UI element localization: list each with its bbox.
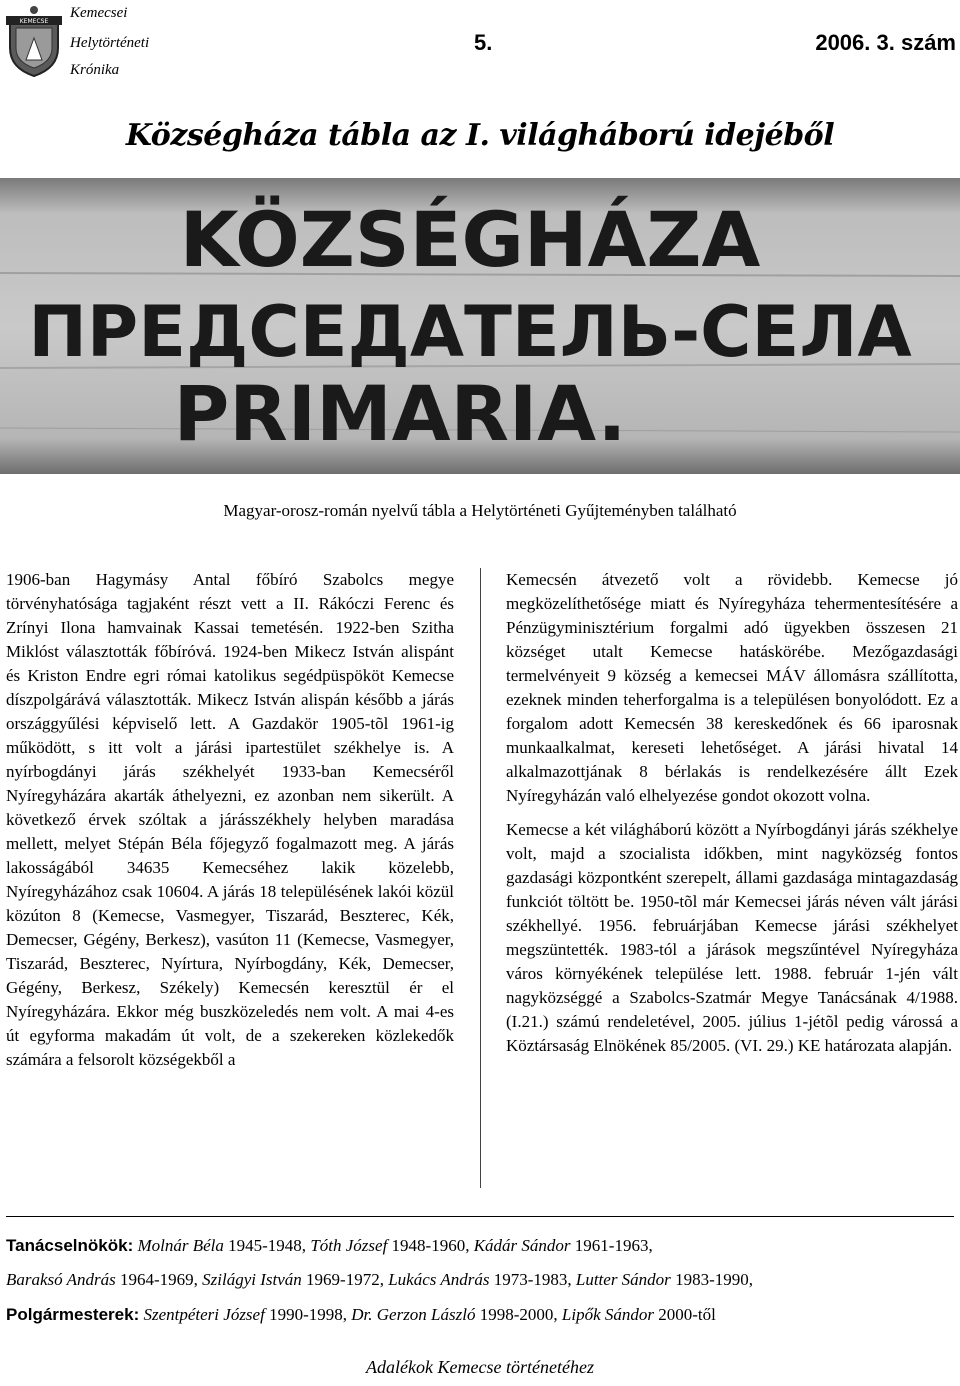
- official-name: Szilágyi István: [202, 1270, 302, 1289]
- official-name: Baraksó András: [6, 1270, 116, 1289]
- article-left-column: [6, 568, 454, 1072]
- sign-line3: PRIMARIA.: [173, 369, 627, 458]
- official-name: Lukács András: [388, 1270, 490, 1289]
- mayors-line: [6, 1303, 716, 1327]
- council-presidents-line1: [6, 1234, 653, 1258]
- coat-of-arms-logo: [6, 4, 62, 78]
- official-years: 1945-1948,: [223, 1236, 311, 1255]
- official-years: 1983-1990,: [670, 1270, 753, 1289]
- official-years: 1969-1972,: [301, 1270, 389, 1289]
- council-presidents-line2: [6, 1268, 753, 1292]
- article-paragraph: Kemecse a két világháború között a Nyírbogdányi járás székhelye volt, majd a szocialista időkben, mint nagyközség fontos gazdasági központként szerepelt, állami gazdasága mintagazdaság funkciót töltött be. 1950-tõl már Kemecsei járás néven vált járási székhellyé. 1956. februárjában Kemecse járási székhelyet megszüntették. 1983-tól a járások megszűntével Nyíregyháza város környékének települése lett. 1988. február 1-jén vált nagyközséggé a Szabolcs-Szatmár Megye Tanácsának 4/1988. (I.21.) számú rendeletével, 2005. július 1-jétõl pedig várossá a Köztársaság Elnökének 85/2005. (VI. 29.) KE határozata alapján.: [506, 820, 958, 1055]
- article-paragraph: Kemecsén átvezető volt a rövidebb. Kemecse jó megközelíthetősége miatt és Nyíregyháza tehermentesítésére a Pénzügyminisztérium forgalmi adó ügyekben összesen 21 községet utalt Kemecse hatáskörébe. Mezőgazdasági termelvényeit 9 község a kemecsei MÁV állomásra szállította, ezeknek minden teherforgalma is a településen bonyolódott. Ez a forgalom adott Kemecsén 38 kereskedőnek és 66 iparosnak munkaalkalmat, kereseti lehetőséget. A járási hivatal 14 alkalmazottjának 8 bérlakás is rendelkezésére állt Ezek Nyíregyházán való elhelyezése gondot okozott volna.: [506, 570, 958, 805]
- official-name: Lipők Sándor: [561, 1305, 654, 1324]
- page-footer: Adalékok Kemecse történetéhez: [366, 1357, 594, 1377]
- column-divider: [480, 568, 481, 1188]
- official-name: Molnár Béla: [137, 1236, 224, 1255]
- official-years: 1948-1960,: [387, 1236, 474, 1255]
- article-title: Községháza tábla az I. világháború idejéből: [125, 118, 835, 153]
- official-name: Tóth József: [310, 1236, 388, 1255]
- publication-name-line2: Helytörténeti: [70, 35, 150, 51]
- official-years: 2000-től: [654, 1305, 716, 1324]
- photo-caption: Magyar-orosz-román nyelvű tábla a Helytörténeti Gyűjteményben található: [223, 501, 737, 520]
- official-years: 1964-1969,: [115, 1270, 203, 1289]
- issue-date: 2006. 3. szám: [815, 30, 956, 55]
- sign-line1: KÖZSÉGHÁZA: [179, 195, 761, 284]
- issue-number: 5.: [474, 30, 493, 55]
- council-label: Tanácselnökök:: [6, 1236, 134, 1255]
- article-right-column: [506, 568, 958, 1058]
- article-paragraph: 1906-ban Hagymásy Antal főbíró Szabolcs megye törvényhatósága tagjaként részt vett a II. Rákóczi Ferenc és Zrínyi Ilona hamvainak Kassai temetésén. 1922-ben Szitha Miklóst választották főbíróvá. 1924-ben Mikecz István alispánt és Kriston Endre egri római katolikus segédpüspököt Kemecse díszpolgárává választották. Mikecz István alispán később a járás országgyűlési képviselő lett. A Gazdakör 1905-tõl 1961-ig működött, s itt volt a járási ipartestület székhelye is. A nyírbogdányi járás székhelyét 1933-ban Kemecséről Nyíregyházára akarták áthelyezni, ez azonban nem sikerült. A következő érvek szóltak a járásszékhely helyben maradása mellett, melyet Stépán Béla főjegyző fogalmazott meg. A járás lakosságából 34635 Kemecséhez lakik közelebb, Nyíregyházához csak 10604. A járás 18 településének lakói közül közúton 8 (Kemecse, Vasmegyer, Tiszarád, Beszterec, Kék, Demecser, Gégény, Berkesz), vasúton 11 (Kemecse, Vasmegyer, Tiszarád, Beszterec, Nyírtura, Nyírbogdány, Kék, Demecser, Gégény, Berkesz, Székely) Kemecsén keresztül ér el Nyíregyházára. Ekkor még buszközeledés nem volt. A mai 4-es út egyforma makadám út volt, de a szekereken közlekedők számára a felsorolt községekből a: [6, 570, 454, 1069]
- official-years: 1990-1998,: [264, 1305, 352, 1324]
- sign-line2: ПРЕДСЕДАТЕЛЬ-СЕЛА: [28, 291, 912, 373]
- official-name: Lutter Sándor: [575, 1270, 671, 1289]
- official-name: Kádár Sándor: [473, 1236, 571, 1255]
- official-years: 1961-1963,: [570, 1236, 653, 1255]
- official-name: Dr. Gerzon László: [351, 1305, 476, 1324]
- sign-photo: [0, 178, 960, 474]
- separator-line: [6, 1216, 954, 1217]
- publication-name-line1: Kemecsei: [70, 5, 128, 21]
- mayors-label: Polgármesterek:: [6, 1305, 140, 1324]
- official-years: 1973-1983,: [489, 1270, 576, 1289]
- publication-name-line3: Krónika: [70, 62, 120, 78]
- official-years: 1998-2000,: [475, 1305, 562, 1324]
- official-name: Szentpéteri József: [143, 1305, 265, 1324]
- svg-text:KEMECSE: KEMECSE: [19, 18, 49, 25]
